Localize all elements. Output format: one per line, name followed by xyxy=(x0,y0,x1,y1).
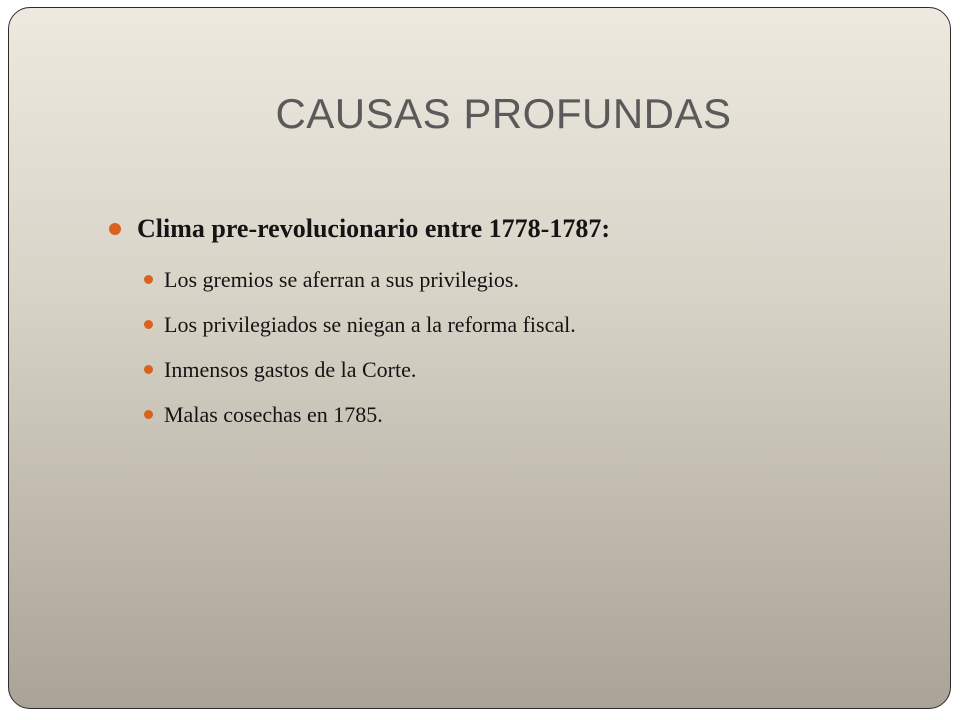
bullet-dot-icon xyxy=(144,320,153,329)
slide xyxy=(8,7,951,709)
sub-bullet-item xyxy=(105,392,905,437)
bullet-dot-icon xyxy=(144,410,153,419)
sub-bullet-text: Malas cosechas en 1785. xyxy=(164,402,383,427)
sub-bullet-text: Los privilegiados se niegan a la reforma fiscal. xyxy=(164,312,576,337)
sub-bullet-list xyxy=(105,257,905,437)
sub-bullet-text: Los gremios se aferran a sus privilegios. xyxy=(164,267,519,292)
sub-bullet-item xyxy=(105,347,905,392)
bullet-dot-icon xyxy=(144,275,153,284)
sub-bullet-item xyxy=(105,257,905,302)
bullet-dot-icon xyxy=(109,223,121,235)
main-bullet xyxy=(105,209,905,249)
sub-bullet-text: Inmensos gastos de la Corte. xyxy=(164,357,417,382)
bullet-dot-icon xyxy=(144,365,153,374)
slide-content xyxy=(105,209,905,437)
slide-title: CAUSAS PROFUNDAS xyxy=(275,90,732,137)
main-bullet-text: Clima pre-revolucionario entre 1778-1787: xyxy=(137,214,610,243)
sub-bullet-item xyxy=(105,302,905,347)
